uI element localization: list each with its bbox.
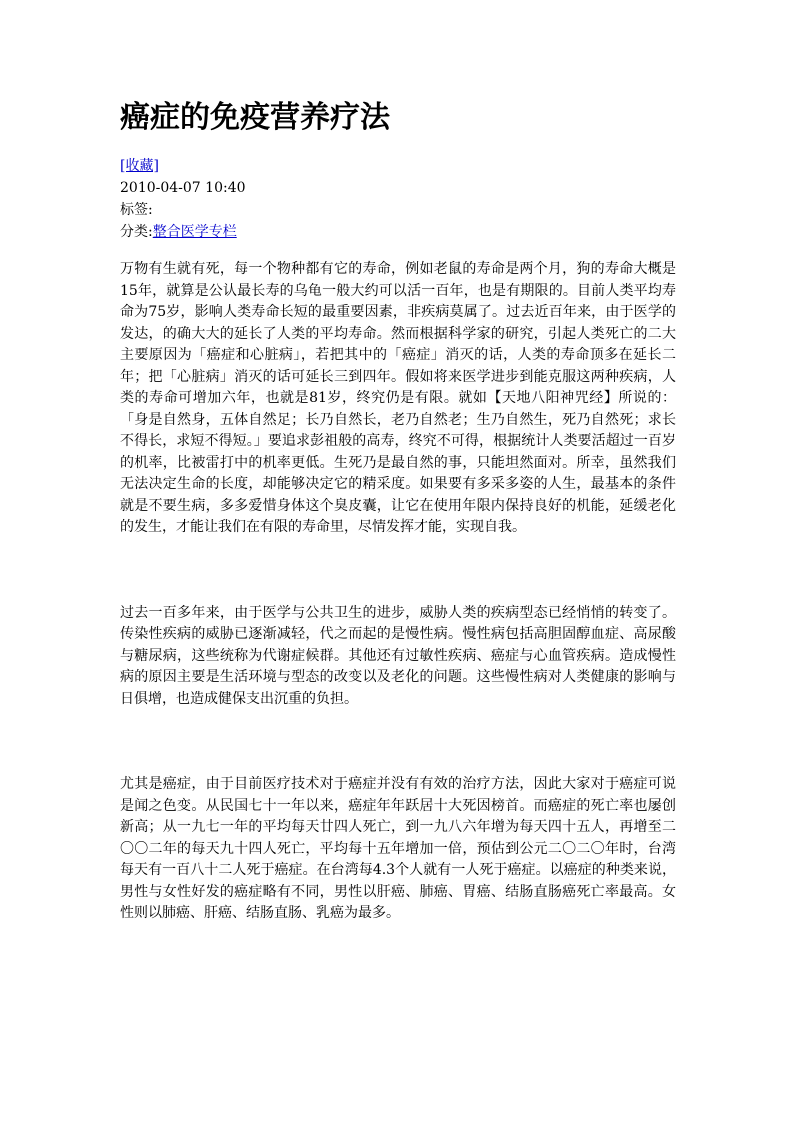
category-line [120, 221, 246, 243]
article-meta [120, 155, 246, 243]
tags-label: 标签: [120, 202, 153, 218]
category-label: 分类: [120, 224, 153, 240]
collect-link[interactable]: [收藏] [120, 158, 159, 174]
paragraph-2: 过去一百多年来，由于医学与公共卫生的进步，威胁人类的疾病型态已经悄悄的转变了。传染性疾病的威胁已逐渐减轻，代之而起的是慢性病。慢性病包括高胆固醇血症、高尿酸与糖尿病，这些统称为代谢症候群。其他还有过敏性疾病、癌症与心血管疾病。造成慢性病的原因主要是生活环境与型态的改变以及老化的问题。这些慢性病对人类健康的影响与日俱增，也造成健保支出沉重的负担。 [120, 604, 676, 707]
post-datetime: 2010-04-07 10:40 [120, 180, 246, 196]
article-body [120, 259, 676, 925]
collect-line [120, 155, 246, 177]
category-link[interactable]: 整合医学专栏 [152, 224, 237, 240]
paragraph-1: 万物有生就有死，每一个物种都有它的寿命，例如老鼠的寿命是两个月，狗的寿命大概是15年，就算是公认最长寿的乌龟一般大约可以活一百年，也是有期限的。目前人类平均寿命为75岁，影响人类寿命长短的最重要因素，非疾病莫属了。过去近百年来，由于医学的发达，的确大大的延长了人类的平均寿命。然而根据科学家的研究，引起人类死亡的二大主要原因为「癌症和心脏病」，若把其中的「癌症」消灭的话，人类的寿命顶多在延长二年；把「心脏病」消灭的话可延长三到四年。假如将来医学进步到能克服这两种疾病，人类的寿命可增加六年，也就是81岁，终究仍是有限。就如【天地八阳神咒经】所说的：「身是自然身，五体自然足；长乃自然长，老乃自然老；生乃自然生，死乃自然死；求长不得长，求短不得短。」要追求彭祖般的高寿，终究不可得，根据统计人类要活超过一百岁的机率，比被雷打中的机率更低。生死乃是最自然的事，只能坦然面对。所幸，虽然我们无法决定生命的长度，却能够决定它的精采度。如果要有多采多姿的人生，最基本的条件就是不要生病，多多爱惜身体这个臭皮囊，让它在使用年限内保持良好的机能，延缓老化的发生，才能让我们在有限的寿命里，尽情发挥才能，实现自我。 [120, 261, 676, 535]
tags-line [120, 199, 246, 221]
article-title: 癌症的免疫营养疗法 [120, 100, 390, 135]
paragraph-3: 尤其是癌症，由于目前医疗技术对于癌症并没有有效的治疗方法，因此大家对于癌症可说是闻之色变。从民国七十一年以来，癌症年年跃居十大死因榜首。而癌症的死亡率也屡创新高；从一九七一年的平均每天廿四人死亡，到一九八六年增为每天四十五人，再增至二〇〇二年的每天九十四人死亡，平均每十五年增加一倍，预估到公元二〇二〇年时，台湾每天有一百八十二人死于癌症。在台湾每4.3个人就有一人死于癌症。以癌症的种类来说，男性与女性好发的癌症略有不同，男性以肝癌、肺癌、胃癌、结肠直肠癌死亡率最高。女性则以肺癌、肝癌、结肠直肠、乳癌为最多。 [120, 776, 676, 921]
